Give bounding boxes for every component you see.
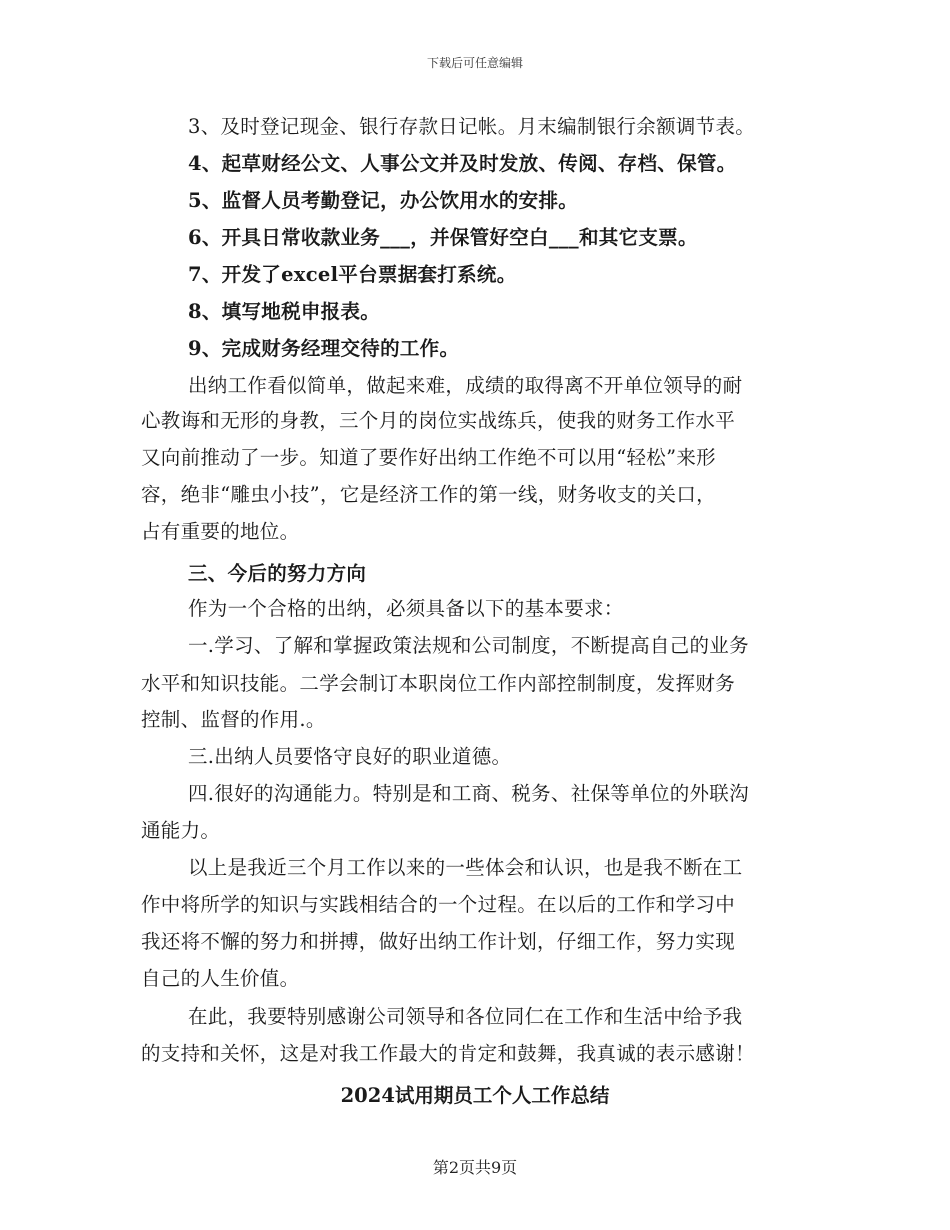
text-line: 8、填写地税申报表。 [188,300,381,323]
text-line: 作为一个合格的出纳，必须具备以下的基本要求： [188,597,624,620]
text-line: 通能力。 [141,819,221,842]
text-line: 水平和知识技能。二学会制订本职岗位工作内部控制制度，发挥财务 [141,672,736,695]
text-line: 我还将不懈的努力和拼搏，做好出纳工作计划，仔细工作，努力实现 [141,930,736,953]
text-line: 占有重要的地位。 [141,520,300,543]
text-line: 的支持和关怀，这是对我工作最大的肯定和鼓舞，我真诚的表示感谢！ [141,1042,755,1065]
page-number: 第2页共9页 [432,1158,518,1177]
text-line: 7、开发了excel平台票据套打系统。 [188,263,517,286]
document-title: 2024试用期员工个人工作总结 [340,1084,610,1107]
section-heading: 三、今后的努力方向 [188,562,367,585]
text-line: 又向前推动了一步。知道了要作好出纳工作绝不可以用“轻松”来形 [141,446,716,469]
text-line: 一.学习、了解和掌握政策法规和公司制度，不断提高自己的业务 [188,634,749,657]
text-line: 四.很好的沟通能力。特别是和工商、税务、社保等单位的外联沟 [188,782,749,805]
page-header: 下载后可任意编辑 [426,56,523,70]
text-line: 以上是我近三个月工作以来的一些体会和认识，也是我不断在工 [188,856,743,879]
text-line: 容，绝非“雕虫小技”，它是经济工作的第一线，财务收支的关口， [141,483,716,506]
text-line: 控制、监督的作用.。 [141,708,326,731]
text-line: 6、开具日常收款业务___，并保管好空白___和其它支票。 [188,226,698,249]
text-line: 在此，我要特别感谢公司领导和各位同仁在工作和生活中给予我 [188,1005,743,1028]
text-line: 5、监督人员考勤登记，办公饮用水的安排。 [188,189,579,212]
text-line: 自己的人生价值。 [141,967,300,990]
text-line: 9、完成财务经理交待的工作。 [188,337,460,360]
text-line: 4、起草财经公文、人事公文并及时发放、传阅、存档、保管。 [188,152,737,175]
text-line: 出纳工作看似简单，做起来难，成绩的取得离不开单位领导的耐 [188,374,743,397]
text-line: 3、及时登记现金、银行存款日记帐。月末编制银行余额调节表。 [188,115,756,138]
text-line: 心教诲和无形的身教，三个月的岗位实战练兵，使我的财务工作水平 [141,409,736,432]
text-line: 作中将所学的知识与实践相结合的一个过程。在以后的工作和学习中 [141,893,736,916]
text-line: 三.出纳人员要恪守良好的职业道德。 [188,745,512,768]
